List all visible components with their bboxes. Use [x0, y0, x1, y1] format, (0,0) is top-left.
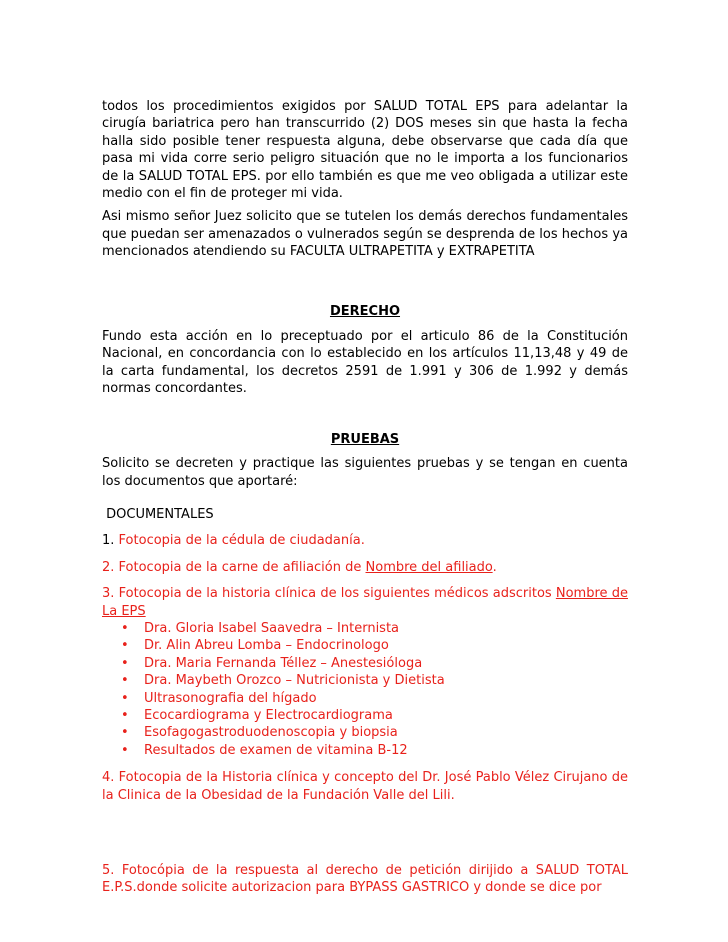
pruebas-heading: PRUEBAS [330, 431, 400, 447]
prueba-item-1-text: Fotocopia de la cédula de ciudadanía. [118, 533, 365, 549]
list-item-text: Dra. Maria Fernanda Téllez – Anestesióloga [144, 655, 423, 671]
list-item [102, 690, 628, 707]
derecho-body: Fundo esta acción en lo preceptuado por el articulo 86 de la Constitución Nacional, en concordancia con lo establecido en los artículos 11,13,48 y 49 de la carta fundamental, los decretos 2591 de 1.991 y 306 de 1.992 y demás normas concordantes. [102, 329, 628, 397]
bullet-icon: • [121, 638, 129, 654]
prueba-item-1-number: 1. [102, 533, 119, 549]
prueba-item-4: 4. Fotocopia de la Historia clínica y concepto del Dr. José Pablo Vélez Cirujano de la Clinica de la Obesidad de la Fundación Valle del Lili. [102, 770, 628, 803]
bullet-icon: • [121, 655, 129, 671]
list-item [102, 724, 628, 741]
list-item [102, 637, 628, 654]
documentales-label: DOCUMENTALES [102, 506, 214, 522]
prueba-item-3-list [102, 620, 628, 759]
document-page [102, 98, 628, 897]
prueba-item-2-text: 2. Fotocopia de la carne de afiliación de [102, 559, 366, 575]
prueba-item-1 [102, 532, 628, 549]
bullet-icon: • [121, 673, 129, 689]
bullet-icon: • [121, 690, 129, 706]
bullet-icon: • [121, 620, 129, 636]
bullet-icon: • [121, 707, 129, 723]
list-item [102, 655, 628, 672]
pruebas-intro: Solicito se decreten y practique las siguientes pruebas y se tengan en cuenta los documentos que aportaré: [102, 456, 628, 489]
list-item-text: Dra. Maybeth Orozco – Nutricionista y Dietista [144, 673, 445, 689]
list-item [102, 672, 628, 689]
list-item-text: Dra. Gloria Isabel Saavedra – Internista [144, 620, 400, 636]
prueba-item-5: 5. Fotocópia de la respuesta al derecho de petición dirijido a SALUD TOTAL E.P.S.donde solicite autorizacion para BYPASS GASTRICO y donde se dice por [102, 863, 628, 896]
list-item-text: Dr. Alin Abreu Lomba – Endocrinologo [144, 638, 389, 654]
request-paragraph: Asi mismo señor Juez solicito que se tutelen los demás derechos fundamentales que puedan ser amenazados o vulnerados según se desprenda de los hechos ya mencionados atendiendo su FACULTA ULTRAPETITA y EXTRAPETITA [102, 209, 628, 260]
bullet-icon: • [121, 725, 129, 741]
list-item-text: Ultrasonografia del hígado [144, 690, 317, 706]
list-item-text: Ecocardiograma y Electrocardiograma [144, 707, 393, 723]
list-item [102, 707, 628, 724]
prueba-item-2 [102, 559, 628, 576]
derecho-heading: DERECHO [329, 303, 401, 319]
bullet-icon: • [121, 742, 129, 758]
list-item [102, 620, 628, 637]
eps-name-link[interactable]: Nombre de La EPS [102, 586, 628, 619]
prueba-item-2-end: . [492, 559, 497, 575]
list-item [102, 742, 628, 759]
list-item-text: Resultados de examen de vitamina B-12 [144, 742, 408, 758]
prueba-item-3-text: 3. Fotocopia de la historia clínica de los siguientes médicos adscritos [102, 586, 556, 602]
afiliado-name-link[interactable]: Nombre del afiliado [365, 559, 493, 575]
prueba-item-3 [102, 585, 628, 620]
intro-paragraph: todos los procedimientos exigidos por SALUD TOTAL EPS para adelantar la cirugía bariatrica pero han transcurrido (2) DOS meses sin que hasta la fecha halla sido posible tener respuesta alguna, debe observarse que cada día que pasa mi vida corre serio peligro situación que no le importa a los funcionarios de la SALUD TOTAL EPS. por ello también es que me veo obligada a utilizar este medio con el fin de proteger mi vida. [102, 99, 628, 202]
list-item-text: Esofagogastroduodenoscopia y biopsia [144, 725, 398, 741]
